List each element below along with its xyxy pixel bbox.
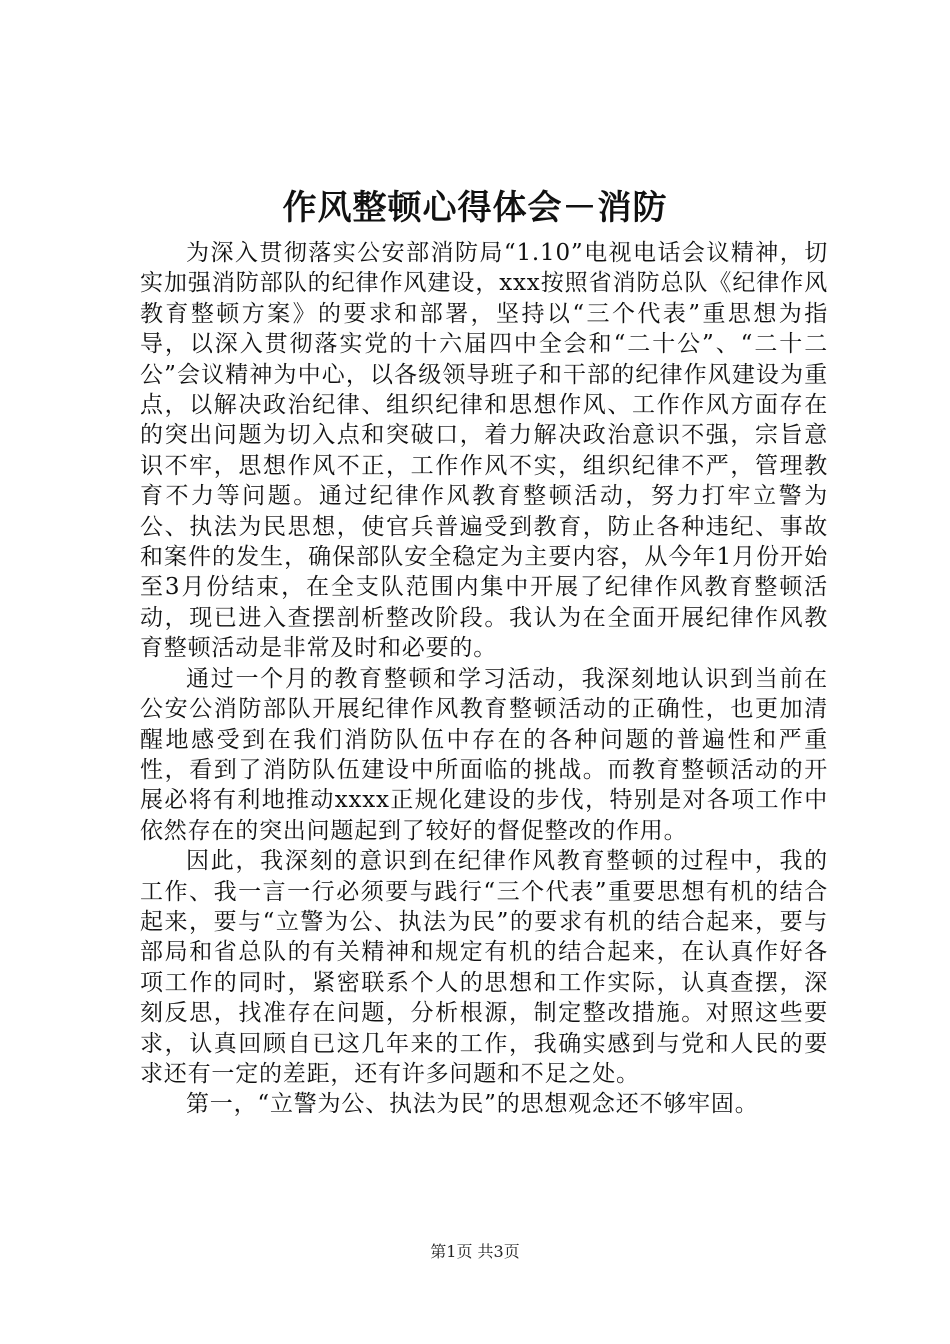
paragraph-2: 通过一个月的教育整顿和学习活动，我深刻地认识到当前在公安公消防部队开展纪律作风教育整顿活动的正确性，也更加清醒地感受到在我们消防队伍中存在的各种问题的普遍性和严重性，看到了消防队伍建设中所面临的挑战。而教育整顿活动的开展必将有利地推动xxxx正规化建设的步伐，特别是对各项工作中依然存在的突出问题起到了较好的督促整改的作用。	[140, 665, 828, 844]
document-title: 作风整顿心得体会－消防	[282, 188, 668, 228]
paragraph-3: 因此，我深刻的意识到在纪律作风教育整顿的过程中，我的工作、我一言一行必须要与践行“三个代表”重要思想有机的结合起来，要与“立警为公、执法为民”的要求有机的结合起来，要与部局和省总队的有关精神和规定有机的结合起来，在认真作好各项工作的同时，紧密联系个人的思想和工作实际，认真查摆，深刻反思，找准存在问题，分析根源，制定整改措施。对照这些要求，认真回顾自已这几年来的工作，我确实感到与党和人民的要求还有一定的差距，还有许多问题和不足之处。	[140, 848, 828, 1087]
paragraph-1: 为深入贯彻落实公安部消防局“1.10”电视电话会议精神，切实加强消防部队的纪律作风建设，xxx按照省消防总队《纪律作风教育整顿方案》的要求和部署，坚持以“三个代表”重思想为指导，以深入贯彻落实党的十六届四中全会和“二十公”、“二十二公”会议精神为中心，以各级领导班子和干部的纪律作风建设为重点，以解决政治纪律、组织纪律和思想作风、工作作风方面存在的突出问题为切入点和突破口，着力解决政治意识不强，宗旨意识不牢，思想作风不正，工作作风不实，组织纪律不严，管理教育不力等问题。通过纪律作风教育整顿活动，努力打牢立警为公、执法为民思想，使官兵普遍受到教育，防止各种违纪、事故和案件的发生，确保部队安全稳定为主要内容，从今年1月份开始至3月份结束，在全支队范围内集中开展了纪律作风教育整顿活动，现已进入查摆剖析整改阶段。我认为在全面开展纪律作风教育整顿活动是非常及时和必要的。	[140, 240, 828, 662]
document-body	[140, 238, 828, 1120]
page-footer: 第1页 共3页	[430, 1242, 520, 1261]
paragraph-4: 第一，“立警为公、执法为民”的思想观念还不够牢固。	[186, 1091, 759, 1118]
